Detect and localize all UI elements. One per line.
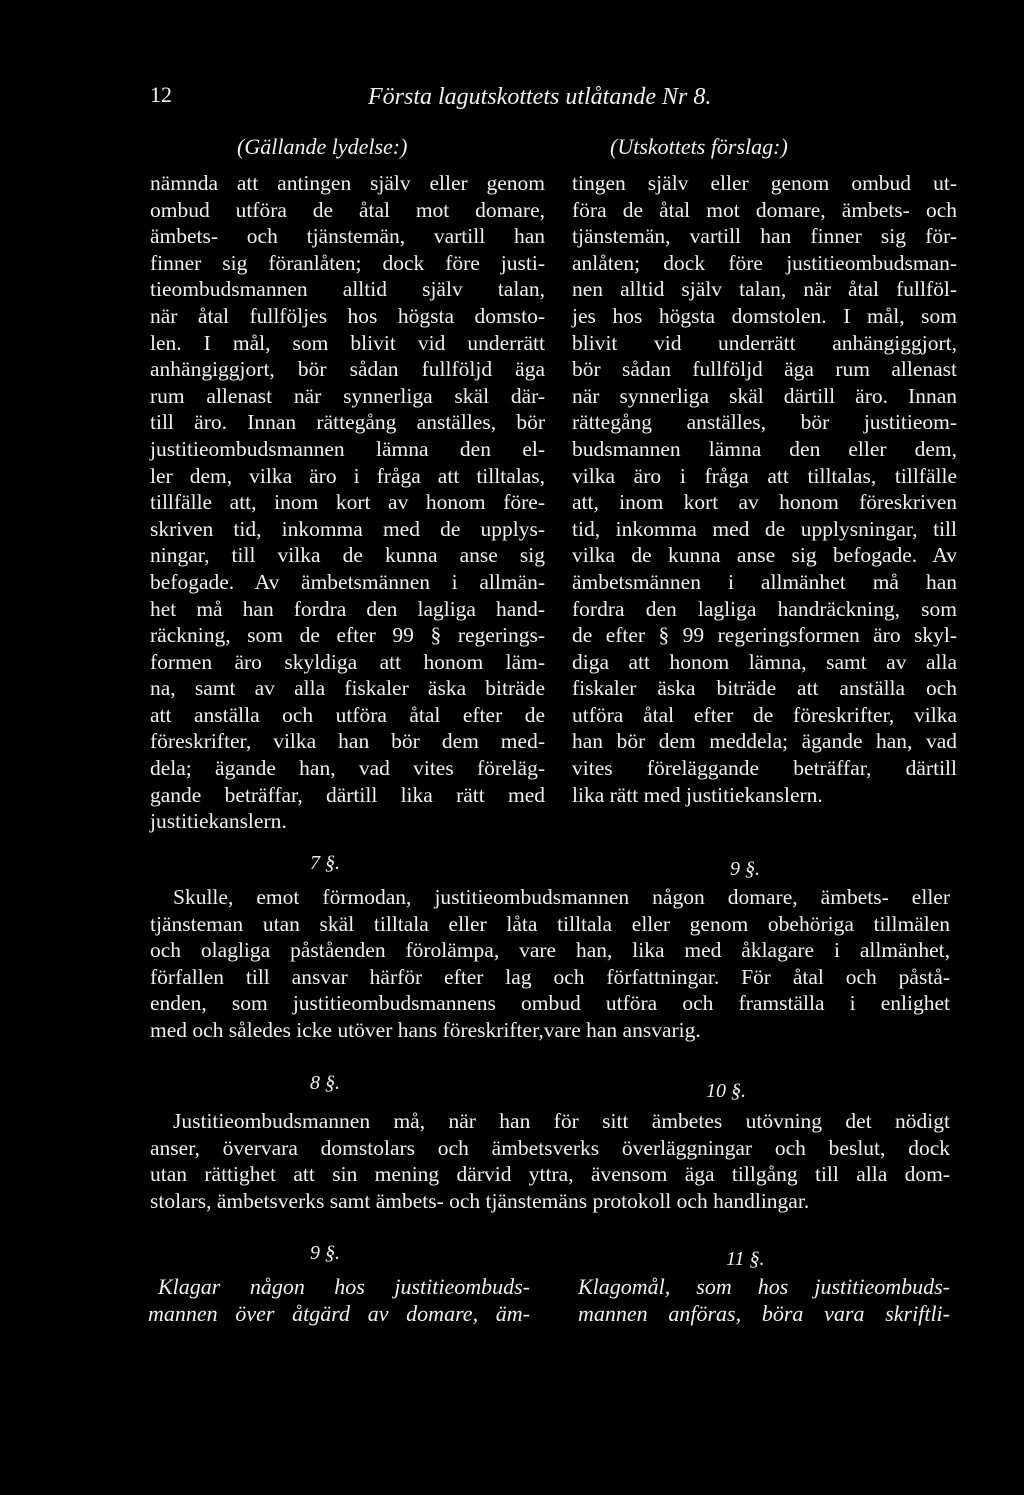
text-line: finner sig föranlåten; dock före justi-	[150, 250, 545, 275]
left-column-text	[150, 170, 545, 835]
text-line: till äro. Innan rättegång anställes, bör	[150, 410, 545, 435]
text-line: utföra åtal efter de föreskrifter, vilka	[572, 702, 957, 727]
section-c-right-text	[578, 1274, 950, 1327]
text-line: het må han fordra den lagliga hand-	[150, 596, 545, 621]
text-line: ämbetsmännen i allmänhet må han	[572, 569, 957, 594]
section-b-text	[150, 1108, 950, 1214]
left-column-heading: (Gällande lydelse:)	[237, 134, 408, 159]
text-line: fordra den lagliga handräckning, som	[572, 596, 957, 621]
text-line: jes hos högsta domstolen. I mål, som	[572, 303, 957, 328]
text-line: föreskrifter, vilka han bör dem med-	[150, 729, 545, 754]
text-line: dela; ägande han, vad vites föreläg-	[150, 756, 545, 781]
section-c-left-text	[148, 1274, 530, 1327]
text-line: ler dem, vilka äro i fråga att tilltalas,	[150, 463, 545, 488]
text-line: tillfälle att, inom kort av honom före-	[150, 490, 545, 515]
text-line: vilka äro i fråga att tilltalas, tillfälle	[572, 463, 957, 488]
text-line: att anställa och utföra åtal efter de	[150, 702, 545, 727]
text-line: blivit vid underrätt anhängiggjort,	[572, 330, 957, 355]
text-line: diga att honom lämna, samt av alla	[572, 649, 957, 674]
text-line: anser, övervara domstolars och ämbetsverks överläggningar och beslut, dock	[150, 1135, 950, 1160]
text-line: han bör dem meddela; ägande han, vad	[572, 729, 957, 754]
text-line: fiskaler äska biträde att anställa och	[572, 676, 957, 701]
text-line: när åtal fullföljes hos högsta domsto-	[150, 303, 545, 328]
text-line: ämbets- och tjänstemän, vartill han	[150, 224, 545, 249]
text-line: enden, som justitieombudsmannens ombud utföra och framställa i enlighet	[150, 991, 950, 1016]
text-line: tieombudsmannen alltid själv talan,	[150, 277, 545, 302]
text-line: nämnda att antingen själv eller genom	[150, 171, 545, 195]
text-line: Skulle, emot förmodan, justitieombudsmannen någon domare, ämbets- eller	[173, 885, 950, 909]
text-line: justitieombudsmannen lämna den el-	[150, 436, 545, 461]
text-line: befogade. Av ämbetsmännen i allmän-	[150, 569, 545, 594]
text-line: lika rätt med justitiekanslern.	[572, 782, 823, 807]
text-line: gande beträffar, därtill lika rätt med	[150, 782, 545, 807]
page-number: 12	[150, 82, 172, 107]
text-line: anlåten; dock före justitieombudsman-	[572, 250, 957, 275]
text-line: föra de åtal mot domare, ämbets- och	[572, 197, 957, 222]
text-line: formen äro skyldiga att honom läm-	[150, 649, 545, 674]
section-number-left: 7 §.	[310, 852, 340, 874]
text-line: tid, inkomma med de upplysningar, till	[572, 516, 957, 541]
text-line: budsmannen lämna den eller dem,	[572, 436, 957, 461]
text-line: rättegång anställes, bör justitieom-	[572, 410, 957, 435]
section-number-right: 11 §.	[726, 1248, 765, 1270]
text-line: ningar, till vilka de kunna anse sig	[150, 543, 545, 568]
text-line: rum allenast när synnerliga skäl där-	[150, 383, 545, 408]
text-line: Klagomål, som hos justitieombuds-	[578, 1274, 950, 1299]
right-column-text	[572, 170, 957, 808]
text-line: förfallen till ansvar härför efter lag och författningar. För åtal och påstå-	[150, 964, 950, 989]
text-line: ombud utföra de åtal mot domare,	[150, 197, 545, 222]
section-number-left: 9 §.	[310, 1242, 340, 1264]
text-line: mannen anföras, böra vara skriftli-	[578, 1300, 950, 1326]
section-number-left: 8 §.	[310, 1072, 340, 1094]
text-line: nen alltid själv talan, när åtal fullföl-	[572, 277, 957, 302]
text-line: tjänsteman utan skäl tilltala eller låta tilltala eller genom obehöriga tillmälen	[150, 911, 950, 936]
text-line: Justitieombudsmannen må, när han för sitt ämbetes utövning det nödigt	[173, 1109, 950, 1133]
text-line: justitiekanslern.	[150, 809, 287, 834]
text-line: mannen över åtgärd av domare, äm-	[148, 1300, 530, 1326]
text-line: med och således icke utöver hans föreskrifter,vare han ansvarig.	[150, 1017, 701, 1042]
running-title: Första lagutskottets utlåtande Nr 8.	[368, 84, 712, 110]
text-line: stolars, ämbetsverks samt ämbets- och tjänstemäns protokoll och handlingar.	[150, 1188, 810, 1213]
text-line: skriven tid, inkomma med de upplys-	[150, 516, 545, 541]
text-line: tjänstemän, vartill han finner sig för-	[572, 224, 957, 249]
section-number-right: 9 §.	[730, 858, 760, 880]
text-line: räckning, som de efter 99 § regerings-	[150, 623, 545, 648]
section-a-text	[150, 884, 950, 1044]
text-line: och olagliga påståenden förolämpa, vare han, lika med åklagare i allmänhet,	[150, 938, 950, 963]
text-line: utan rättighet att sin mening därvid yttra, ävensom äga tillgång till alla dom-	[150, 1162, 950, 1187]
text-line: vilka de kunna anse sig befogade. Av	[572, 543, 957, 568]
text-line: Klagar någon hos justitieombuds-	[158, 1274, 530, 1299]
text-line: tingen själv eller genom ombud ut-	[572, 171, 957, 195]
text-line: bör sådan fullföljd äga rum allenast	[572, 357, 957, 382]
text-line: när synnerliga skäl därtill äro. Innan	[572, 383, 957, 408]
right-column-heading: (Utskottets förslag:)	[610, 134, 788, 159]
text-line: att, inom kort av honom föreskriven	[572, 490, 957, 515]
text-line: na, samt av alla fiskaler äska biträde	[150, 676, 545, 701]
section-number-right: 10 §.	[706, 1080, 746, 1102]
text-line: len. I mål, som blivit vid underrätt	[150, 330, 545, 355]
text-line: de efter § 99 regeringsformen äro skyl-	[572, 623, 957, 648]
text-line: anhängiggjort, bör sådan fullföljd äga	[150, 357, 545, 382]
text-line: vites föreläggande beträffar, därtill	[572, 756, 957, 781]
